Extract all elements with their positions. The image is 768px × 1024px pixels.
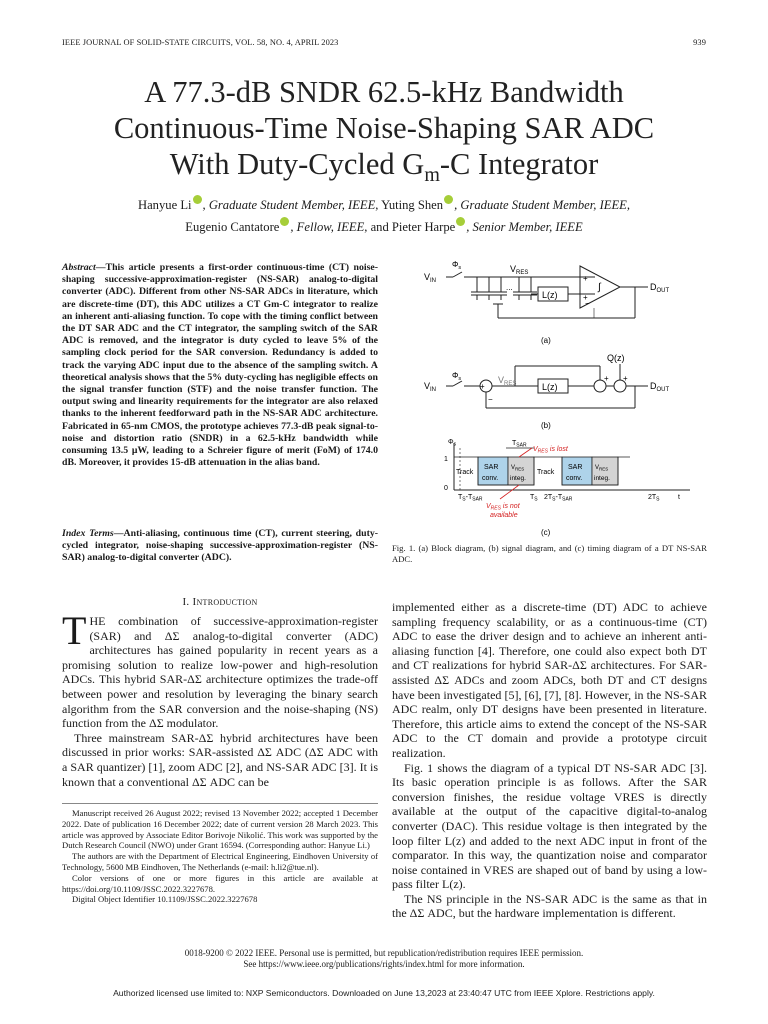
vres-not-available-annotation: available — [490, 512, 518, 519]
abstract-label: Abstract — [62, 262, 96, 273]
track-label: Track — [456, 469, 474, 476]
intro-paragraph: Fig. 1 shows the diagram of a typical DT NS-SAR ADC [3]. Its basic operation principle is as follows. After the SAR conversion finishes, the residue voltage VRES is directly available at the output of the capacitive digital-to-analog converter (DAC). This residue voltage is then integrated by the loop filter L(z) and added to the next ADC input in front of the comparator. In this way, the quantization noise and comparator noise contained in VRES are shaped out of band by using a low-pass filter L(z). — [392, 760, 707, 892]
orcid-icon[interactable] — [444, 195, 453, 204]
copyright-line-2: See https://www.ieee.org/publications/rights/index.html for more information. — [243, 959, 525, 969]
title-line-3-pre: With Duty-Cycled G — [169, 147, 425, 181]
title-line-3-post: -C Integrator — [439, 147, 599, 181]
vres-not-available-annotation: $V_{RES}$ is not — [486, 503, 520, 512]
vres-integ-label: $V_{RES}$ — [511, 465, 525, 472]
index-terms-label: Index Terms — [62, 528, 114, 539]
vres-lost-annotation: $V_{RES}$ is lost — [533, 446, 568, 455]
plus-sign: + — [480, 382, 485, 391]
footnote-rule — [62, 803, 378, 804]
author-role: , Senior Member, IEEE — [466, 220, 583, 234]
index-terms — [62, 528, 378, 565]
footnote-affiliation: The authors are with the Department of Electrical Engineering, Eindhoven University of Technology, 5600 MB Eindhoven, The Netherlands (e-mail: h.li2@tue.nl). — [62, 851, 378, 872]
intro-paragraph: Three mainstream SAR-ΔΣ hybrid architectures have been discussed in prior works: SAR-assisted ΔΣ ADC (ΔΣ ADC with a SAR quantizer) [1], zoom ADC [2], and NS-SAR ADC [3]. It is known that a conventional ΔΣ ADC can be — [62, 730, 378, 789]
minus-sign: − — [585, 299, 590, 308]
integral-icon: ∫ — [598, 282, 601, 293]
author-list — [40, 194, 728, 238]
phi-label: $\Phi_s$ — [452, 371, 462, 382]
intro-left-column — [62, 608, 378, 789]
track-label: Track — [537, 469, 555, 476]
tick-label: $T_S-T_{SAR}$ — [458, 494, 483, 503]
figure-1 — [420, 258, 720, 545]
intro-right-column — [392, 600, 707, 921]
phi-label: $\Phi_s$ — [448, 439, 457, 448]
author-role: , Fellow, IEEE — [290, 220, 365, 234]
intro-paragraph — [62, 608, 378, 731]
subfig-c-label: (c) — [541, 528, 551, 537]
vin-label: $V_{IN}$ — [424, 381, 437, 393]
orcid-icon[interactable] — [280, 217, 289, 226]
copyright-notice — [40, 948, 728, 970]
vres-integ-label: $V_{RES}$ — [595, 465, 609, 472]
level-low: 0 — [444, 485, 448, 492]
dout-label: $D_{OUT}$ — [650, 381, 670, 393]
loop-filter-label: L(z) — [542, 382, 558, 392]
time-axis-label: t — [678, 494, 680, 501]
tick-label: $T_S$ — [530, 494, 538, 503]
subfig-a-label: (a) — [541, 336, 551, 345]
author-role: , Graduate Student Member, IEEE, — [454, 198, 630, 212]
phi-label: $\Phi_s$ — [452, 260, 462, 271]
abstract-text: —This article presents a first-order continuous-time (CT) noise-shaping successive-approximation-register (NS-SAR) analog-to-digital converter (ADC). Different from other NS-SAR ADCs in literature, which are discrete-time (DT), this ADC utilizes a CT Gm-C integrator to realize an inherent anti-aliasing function. To cope with the timing conflict between the DT SAR ADC and the CT integrator, the sampling switch of the SAR ADC is removed, and the integrator is duty cycled to leave 5% of the sampling clock period for the SAR conversion. Redundancy is added to track the varying ADC input due to the absence of the sampling switch. A theoretical analysis shows that the 5% duty-cycling has negligible effects on the signal transfer function (STF) and the noise transfer function. The output swing and linearity requirements for the integrator are also relaxed thanks to the inherent feedforward path in the NS-SAR ADC architecture. Fabricated in 65-nm CMOS, the prototype achieves 77.3-dB peak signal-to-noise and distortion ratio (SNDR) in a 62.5-kHz bandwidth while consuming 13.5 μW, leading to a Schreier figure of merit (FoM) of 174.0 dB. Moreover, it provides 15-dB attenuation in the alias band. — [62, 262, 378, 469]
sar-conv-label: conv. — [566, 475, 583, 482]
vres-integ-label: integ. — [594, 475, 610, 482]
copyright-line-1: 0018-9200 © 2022 IEEE. Personal use is permitted, but republication/redistribution requires IEEE permission. — [184, 948, 584, 958]
minus-sign: − — [488, 395, 493, 404]
footnote-doi: Digital Object Identifier 10.1109/JSSC.2022.3227678 — [72, 894, 258, 905]
page-number: 939 — [693, 38, 706, 47]
title-sub: m — [424, 164, 440, 187]
plus-sign: + — [583, 293, 588, 302]
vres-label: $V_{RES}$ — [510, 264, 529, 276]
author-line-1 — [40, 194, 728, 216]
sar-conv-label: SAR — [484, 464, 499, 471]
footnote-manuscript: Manuscript received 26 August 2022; revised 13 November 2022; accepted 1 December 2022. Date of publication 16 December 2022; date of current version 28 March 2023. This article was approved by Associate Editor Borivoje Nikolić. This work was supported by the Dutch Research Council (NWO) under Grant 16594. (Corresponding author: Hanyue Li.) — [62, 808, 378, 851]
index-terms-text: —Anti-aliasing, continuous time (CT), current steering, duty-cycled integrator, noise-shaping successive-approximation-register (NS-SAR) analog-to-digital converter (ADC). — [62, 528, 378, 564]
cap-dots: ... — [506, 283, 513, 292]
plus-sign: + — [583, 274, 588, 283]
intro-p1: HE combination of successive-approximation-register (SAR) and ΔΣ analog-to-digital converter (ADC) architectures has gained popularity in recent years as a promising solution to realize low-power and high-resolution ADCs. This hybrid SAR-ΔΣ architecture optimizes the trade-off between power and resolution by leveraging the binary search algorithm from the SAR conversion and the noise-shaping (NS) function from the ΔΣ modulator. — [62, 614, 378, 731]
orcid-icon[interactable] — [456, 217, 465, 226]
subfig-b-label: (b) — [541, 421, 551, 430]
tick-label: $2T_S-T_{SAR}$ — [544, 494, 573, 503]
dout-label: $D_{OUT}$ — [650, 282, 670, 294]
level-high: 1 — [444, 456, 448, 463]
journal-header: IEEE JOURNAL OF SOLID-STATE CIRCUITS, VOL. 58, NO. 4, APRIL 2023 — [62, 38, 339, 47]
author-line-2 — [40, 216, 728, 238]
sar-conv-label: conv. — [482, 475, 499, 482]
paper-title — [40, 74, 728, 193]
orcid-icon[interactable] — [193, 195, 202, 204]
intro-paragraph: implemented either as a discrete-time (DT) ADC to achieve sampling frequency scalability, or as a continuous-time (CT) ADC to ease the driver design and to achieve an inherent anti-aliasing function [4]. Therefore, one could also expect both DT and CT realizations for hybrid SAR-ΔΣ architectures. For SAR-assisted ΔΣ ADCs and zoom ADCs, both DT and CT designs have been investigated [5], [6], [7], [8]. However, in the NS-SAR ADC realm, only DT designs have been presented in literature. Therefore, this article aims to extend the concept of the NS-SAR ADC to the CT domain and provide a prototype circuit realization. — [392, 600, 707, 760]
license-notice: Authorized licensed use limited to: NXP Semiconductors. Downloaded on June 13,2023 at 23:40:47 UTC from IEEE Xplore. Restrictions apply. — [113, 988, 655, 998]
tsar-label: $T_{SAR}$ — [512, 440, 527, 449]
title-line-2: Continuous-Time Noise-Shaping SAR ADC — [113, 111, 655, 145]
author-name: Hanyue Li — [138, 198, 192, 212]
vres-integ-label: integ. — [510, 475, 526, 482]
footnote — [62, 808, 378, 905]
title-line-1: A 77.3-dB SNDR 62.5-kHz Bandwidth — [144, 75, 624, 109]
author-name: , and Pieter Harpe — [364, 220, 456, 234]
sar-conv-label: SAR — [568, 464, 583, 471]
drop-cap: T — [62, 608, 87, 653]
loop-filter-label: L(z) — [542, 290, 558, 300]
plus-sign: + — [623, 374, 628, 383]
plus-sign: + — [604, 374, 609, 383]
tick-label: $2T_S$ — [648, 494, 660, 503]
vin-label: $V_{IN}$ — [424, 272, 437, 284]
section-heading: I. Introduction — [182, 596, 258, 608]
title-line-3 — [40, 146, 728, 193]
vres-label: $V_{RES}$ — [498, 375, 517, 387]
author-role: , Graduate Student Member, IEEE — [202, 198, 376, 212]
footnote-color: Color versions of one or more figures in this article are available at https://doi.org/10.1109/JSSC.2022.3227678. — [62, 872, 378, 894]
qz-label: Q(z) — [607, 353, 625, 363]
figure-caption: Fig. 1. (a) Block diagram, (b) signal diagram, and (c) timing diagram of a DT NS-SAR ADC. — [392, 543, 707, 564]
author-name: , Yuting Shen — [375, 198, 444, 212]
author-name: Eugenio Cantatore — [185, 220, 280, 234]
intro-paragraph: The NS principle in the NS-SAR ADC is the same as that in the ΔΣ ADC, but the hardware implementation is different. — [392, 891, 707, 921]
abstract — [62, 262, 378, 469]
figure-1-diagram — [420, 258, 720, 540]
